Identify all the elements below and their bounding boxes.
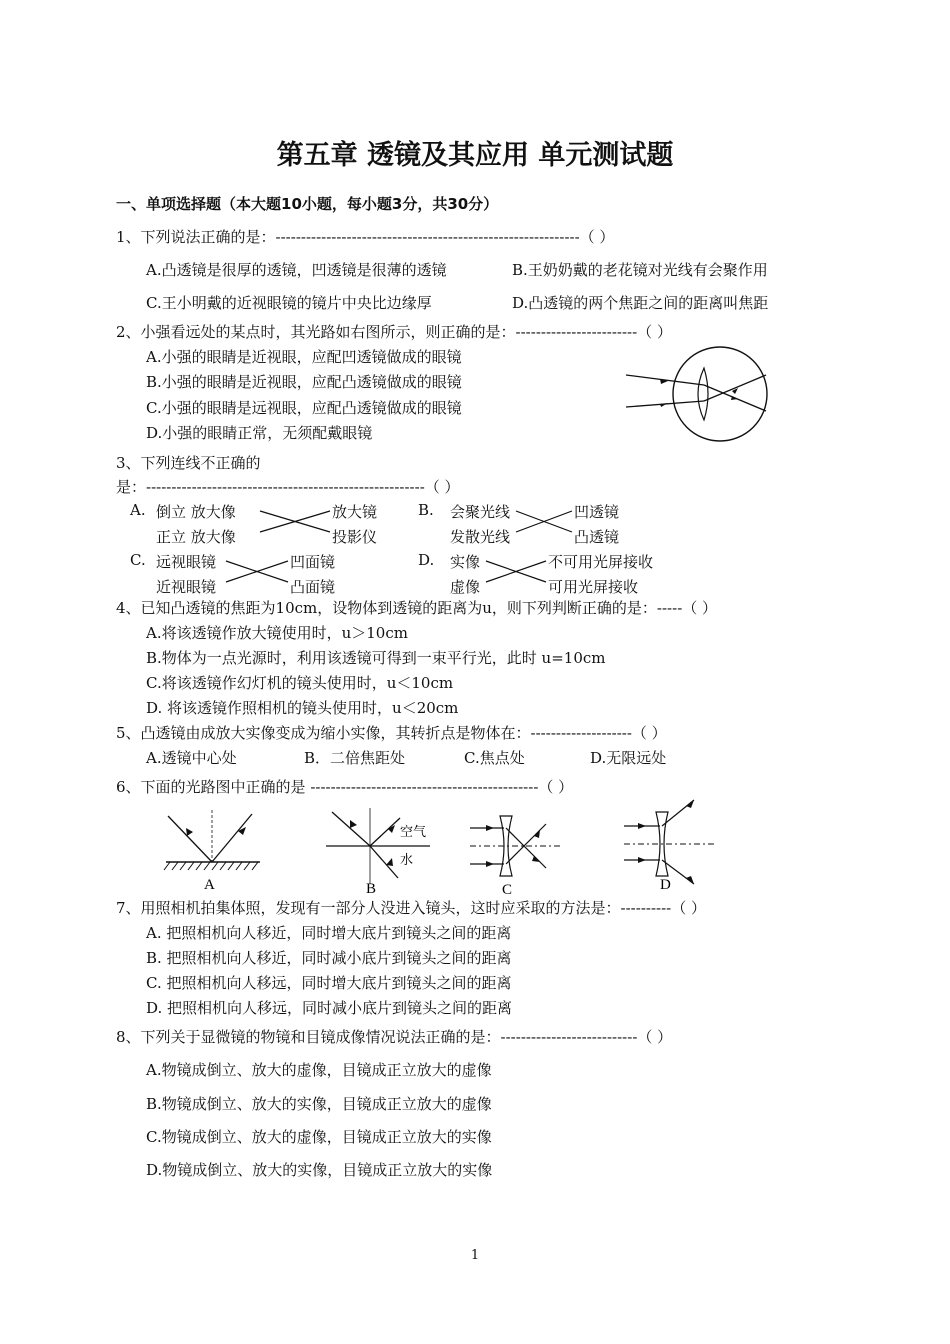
q3-c-left1: 远视眼镜 — [156, 553, 217, 571]
question-4-option-d: D. 将该透镜作照相机的镜头使用时，u＜20cm — [146, 699, 459, 717]
question-4-option-c: C.将该透镜作幻灯机的镜头使用时，u＜10cm — [146, 674, 454, 692]
water-label: 水 — [400, 852, 414, 867]
question-7-option-a: A. 把照相机向人移近，同时增大底片到镜头之间的距离 — [146, 924, 512, 942]
question-5-option-c: C.焦点处 — [464, 749, 525, 767]
diagram-d-label: D — [660, 877, 671, 893]
q3-b-right2: 凸透镜 — [574, 528, 620, 546]
question-2-option-c: C.小强的眼睛是远视眼，应配凸透镜做成的眼镜 — [146, 399, 462, 417]
q3-a-left2: 正立 放大像 — [156, 528, 236, 546]
q3-a-right2: 投影仪 — [332, 528, 378, 546]
q3-d-right1: 不可用光屏接收 — [548, 553, 654, 571]
question-8-option-b: B.物镜成倒立、放大的实像，目镜成正立放大的虚像 — [146, 1095, 492, 1113]
question-2-option-d: D.小强的眼睛正常，无须配戴眼镜 — [146, 424, 373, 442]
q3-a-right1: 放大镜 — [332, 503, 378, 521]
q3-b-cross-lines — [514, 507, 574, 537]
question-1-option-d: D.凸透镜的两个焦距之间的距离叫焦距 — [512, 294, 769, 312]
question-8-option-a: A.物镜成倒立、放大的虚像，目镜成正立放大的虚像 — [146, 1061, 492, 1079]
q3-a-label: A. — [130, 501, 146, 519]
question-5-option-b: B．二倍焦距处 — [304, 749, 406, 767]
question-2-option-a: A.小强的眼睛是近视眼，应配凹透镜做成的眼镜 — [146, 348, 462, 366]
question-7-stem: 7、用照相机拍集体照，发现有一部分人没进入镜头，这时应采取的方法是：----------（ ） — [116, 899, 706, 917]
optics-diagram-d — [620, 796, 720, 896]
diagram-a-label: A — [204, 877, 215, 893]
q3-a-cross-lines — [258, 507, 332, 537]
eye-diagram — [620, 345, 780, 445]
q3-b-left1: 会聚光线 — [450, 503, 511, 521]
question-8-option-c: C.物镜成倒立、放大的虚像，目镜成正立放大的实像 — [146, 1128, 492, 1146]
question-4-stem: 4、已知凸透镜的焦距为10cm，设物体到透镜的距离为u，则下列判断正确的是：-----（ ） — [116, 599, 718, 617]
question-4-option-b: B.物体为一点光源时，利用该透镜可得到一束平行光，此时 u=10cm — [146, 649, 606, 667]
q3-c-cross-lines — [224, 557, 290, 587]
question-5-option-d: D.无限远处 — [590, 749, 667, 767]
q3-d-left1: 实像 — [450, 553, 481, 571]
q3-d-right2: 可用光屏接收 — [548, 578, 639, 596]
question-5-option-a: A.透镜中心处 — [146, 749, 237, 767]
question-1-option-b: B.王奶奶戴的老花镜对光线有会聚作用 — [512, 261, 768, 279]
question-1-stem: 1、下列说法正确的是：------------------------------------------------------------（ ） — [116, 228, 615, 246]
page-number: 1 — [470, 1248, 480, 1263]
q3-c-right2: 凸面镜 — [290, 578, 336, 596]
question-7-option-d: D. 把照相机向人移远，同时减小底片到镜头之间的距离 — [146, 999, 513, 1017]
q3-c-right1: 凹面镜 — [290, 553, 336, 571]
question-3-stem-line1: 3、下列连线不正确的 — [116, 454, 261, 472]
question-2-option-b: B.小强的眼睛是近视眼，应配凸透镜做成的眼镜 — [146, 373, 462, 391]
section-heading: 一、单项选择题（本大题10小题，每小题3分，共30分） — [116, 195, 499, 213]
question-2-stem: 2、小强看远处的某点时，其光路如右图所示，则正确的是：------------------------（ ） — [116, 323, 672, 341]
optics-diagram-c — [466, 812, 566, 898]
page-title: 第五章 透镜及其应用 单元测试题 — [276, 140, 674, 171]
question-3-stem-line2: 是：-------------------------------------------------------（ ） — [116, 478, 460, 496]
question-7-option-b: B. 把照相机向人移近，同时减小底片到镜头之间的距离 — [146, 949, 512, 967]
q3-b-left2: 发散光线 — [450, 528, 511, 546]
q3-c-label: C. — [130, 551, 146, 569]
air-label: 空气 — [400, 824, 427, 839]
diagram-b-label: B — [366, 881, 377, 896]
diagram-c-label: C — [502, 882, 513, 898]
q3-c-left2: 近视眼镜 — [156, 578, 217, 596]
q3-a-left1: 倒立 放大像 — [156, 503, 236, 521]
optics-diagram-a — [160, 806, 270, 894]
q3-d-label: D. — [418, 551, 435, 569]
question-8-option-d: D.物镜成倒立、放大的实像，目镜成正立放大的实像 — [146, 1161, 493, 1179]
question-1-option-c: C.王小明戴的近视眼镜的镜片中央比边缘厚 — [146, 294, 432, 312]
question-4-option-a: A.将该透镜作放大镜使用时，u＞10cm — [146, 624, 408, 642]
question-1-option-a: A.凸透镜是很厚的透镜，凹透镜是很薄的透镜 — [146, 261, 447, 279]
optics-diagram-b — [320, 806, 440, 896]
q3-b-label: B. — [418, 501, 434, 519]
question-5-stem: 5、凸透镜由成放大实像变成为缩小实像，其转折点是物体在：--------------------（ ） — [116, 724, 667, 742]
question-7-option-c: C. 把照相机向人移远，同时增大底片到镜头之间的距离 — [146, 974, 512, 992]
q3-b-right1: 凹透镜 — [574, 503, 620, 521]
question-6-stem: 6、下面的光路图中正确的是 ---------------------------------------------（ ） — [116, 778, 574, 796]
question-8-stem: 8、下列关于显微镜的物镜和目镜成像情况说法正确的是：---------------------------（ ） — [116, 1028, 673, 1046]
q3-d-cross-lines — [484, 557, 548, 587]
q3-d-left2: 虚像 — [450, 578, 481, 596]
